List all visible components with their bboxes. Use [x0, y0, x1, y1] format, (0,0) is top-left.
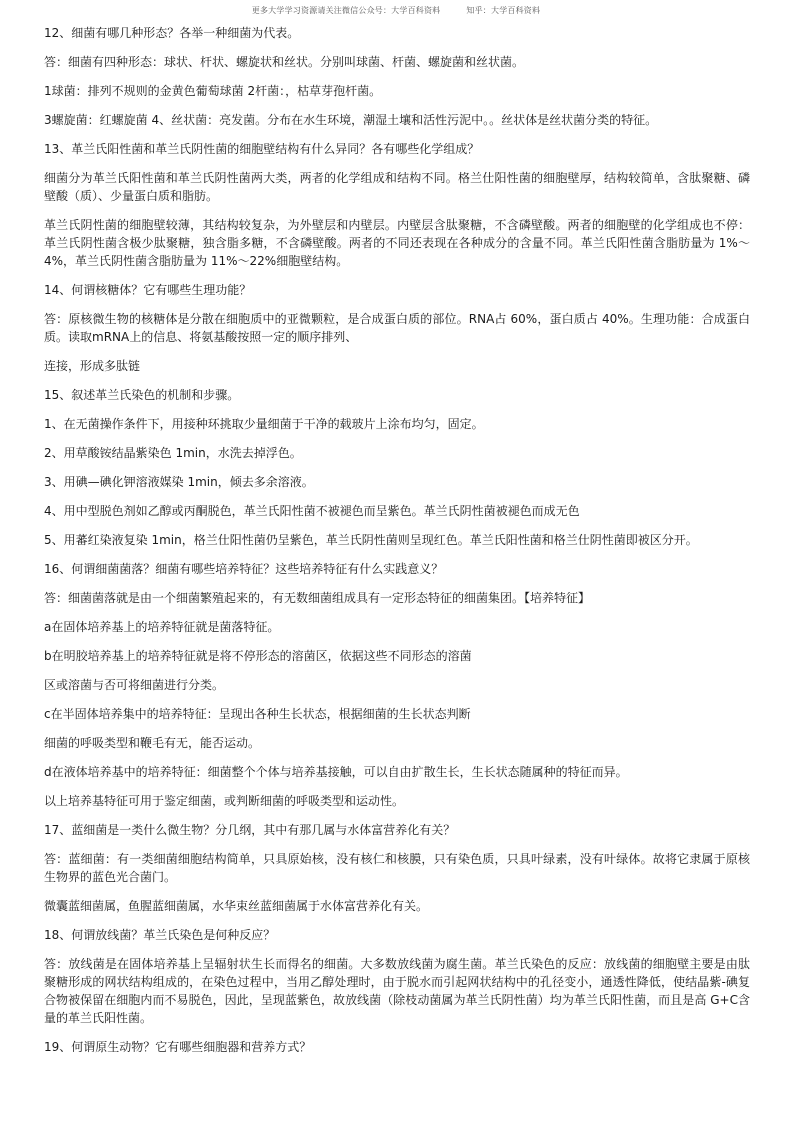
step-3: 3、用碘—碘化钾溶液媒染 1min，倾去多余溶液。: [44, 475, 314, 489]
feature-c-continued: 细菌的呼吸类型和鞭毛有无，能否运动。: [44, 736, 261, 750]
feature-c: c在半固体培养集中的培养特征：呈现出各种生长状态，根据细菌的生长状态判断: [44, 707, 471, 721]
features-summary: 以上培养基特征可用于鉴定细菌，或判断细菌的呼吸类型和运动性。: [44, 794, 405, 808]
answer-14: 答：原核微生物的核糖体是分散在细胞质中的亚微颗粒，是合成蛋白质的部位。RNA占 60%，蛋白质占 40%。生理功能：合成蛋白质。读取mRNA上的信息、将氨基酸按照一定的顺序排列、: [44, 312, 750, 344]
answer-13-part-1: 细菌分为革兰氏阳性菌和革兰氏阴性菌两大类，两者的化学组成和结构不同。格兰仕阳性菌的细胞壁厚，结构较简单，含肽聚糖、磷壁酸（质）、少量蛋白质和脂肪。: [44, 171, 750, 203]
step-1: 1、在无菌操作条件下，用接种环挑取少量细菌于干净的载玻片上涂布均匀，固定。: [44, 417, 484, 431]
answer-12-cocci-bacilli: 1球菌：排列不规则的金黄色葡萄球菌 2杆菌：，枯草芽孢杆菌。: [44, 84, 382, 98]
answer-12: 答：细菌有四种形态：球状、杆状、螺旋状和丝状。分别叫球菌、杆菌、螺旋菌和丝状菌。: [44, 55, 525, 69]
question-14: 14、何谓核糖体？它有哪些生理功能？: [44, 283, 252, 297]
feature-a: a在固体培养基上的培养特征就是菌落特征。: [44, 620, 280, 634]
answer-17-genera: 微囊蓝细菌属，鱼腥蓝细菌属，水华束丝蓝细菌属于水体富营养化有关。: [44, 899, 429, 913]
answer-14-continued: 连接，形成多肽链: [44, 359, 141, 373]
step-5: 5、用蕃红染液复染 1min，格兰仕阳性菌仍呈紫色，革兰氏阴性菌则呈现红色。革兰氏阳性菌和格兰仕阴性菌即被区分开。: [44, 533, 698, 547]
answer-18: 答：放线菌是在固体培养基上呈辐射状生长而得名的细菌。大多数放线菌为腐生菌。革兰氏染色的反应：放线菌的细胞壁主要是由肽聚糖形成的网状结构组成的，在染色过程中，当用乙醇处理时，由于脱水而引起网状结构中的孔径变小，通透性降低，使结晶紫-碘复合物被保留在细胞内而不易脱色，因此，呈现蓝紫色，故放线菌（除枝动菌属为革兰氏阴性菌）均为革兰氏阳性菌，而且是高 G+C含量的革兰氏阳性菌。: [44, 957, 750, 1025]
question-13: 13、革兰氏阳性菌和革兰氏阴性菌的细胞壁结构有什么异同？各有哪些化学组成？: [44, 142, 480, 156]
answer-17: 答：蓝细菌：有一类细菌细胞结构简单，只具原始核，没有核仁和核膜，只有染色质，只具叶绿素，没有叶绿体。故将它隶属于原核生物界的蓝色光合菌门。: [44, 852, 750, 884]
feature-d: d在液体培养基中的培养特征：细菌整个个体与培养基接触，可以自由扩散生长，生长状态随属种的特征而异。: [44, 765, 628, 779]
page-header: [0, 5, 792, 16]
header-zhihu-note: 知乎：大学百科资料: [466, 6, 541, 15]
question-15: 15、叙述革兰氏染色的机制和步骤。: [44, 388, 240, 402]
step-2: 2、用草酸铵结晶紫染色 1min，水洗去掉浮色。: [44, 446, 302, 460]
question-12: 12、细菌有哪几种形态？各举一种细菌为代表。: [44, 26, 300, 40]
question-19: 19、何谓原生动物？它有哪些细胞器和营养方式？: [44, 1040, 312, 1054]
document-body: [44, 24, 750, 1067]
answer-12-spiral-filament: 3螺旋菌：红螺旋菌 4、丝状菌：亮发菌。分布在水生环境，潮湿土壤和活性污泥中。。丝状体是丝状菌分类的特征。: [44, 113, 658, 127]
question-16: 16、何谓细菌菌落？细菌有哪些培养特征？这些培养特征有什么实践意义？: [44, 562, 444, 576]
header-wechat-note: 更多大学学习资源请关注微信公众号：大学百科资料: [251, 6, 441, 15]
step-4: 4、用中型脱色剂如乙醇或丙酮脱色，革兰氏阳性菌不被褪色而呈紫色。革兰氏阴性菌被褪色而成无色: [44, 504, 580, 518]
question-17: 17、蓝细菌是一类什么微生物？分几纲，其中有那几属与水体富营养化有关？: [44, 823, 456, 837]
answer-16: 答：细菌菌落就是由一个细菌繁殖起来的，有无数细菌组成具有一定形态特征的细菌集团。【培养特征】: [44, 591, 591, 605]
answer-13-part-2: 革兰氏阴性菌的细胞壁较薄，其结构较复杂，为外壁层和内壁层。内壁层含肽聚糖，不含磷壁酸。两者的细胞壁的化学组成也不停：革兰氏阴性菌含极少肽聚糖，独含脂多糖，不含磷壁酸。两者的不同还表现在各种成分的含量不同。革兰氏阳性菌含脂肪量为 1%～4%，革兰氏阴性菌含脂肪量为 11%～22%细胞壁结构。: [44, 218, 750, 268]
feature-b: b在明胶培养基上的培养特征就是将不停形态的溶菌区，依据这些不同形态的溶菌: [44, 649, 472, 663]
question-18: 18、何谓放线菌？革兰氏染色是何种反应？: [44, 928, 276, 942]
feature-b-continued: 区或溶菌与否可将细菌进行分类。: [44, 678, 225, 692]
